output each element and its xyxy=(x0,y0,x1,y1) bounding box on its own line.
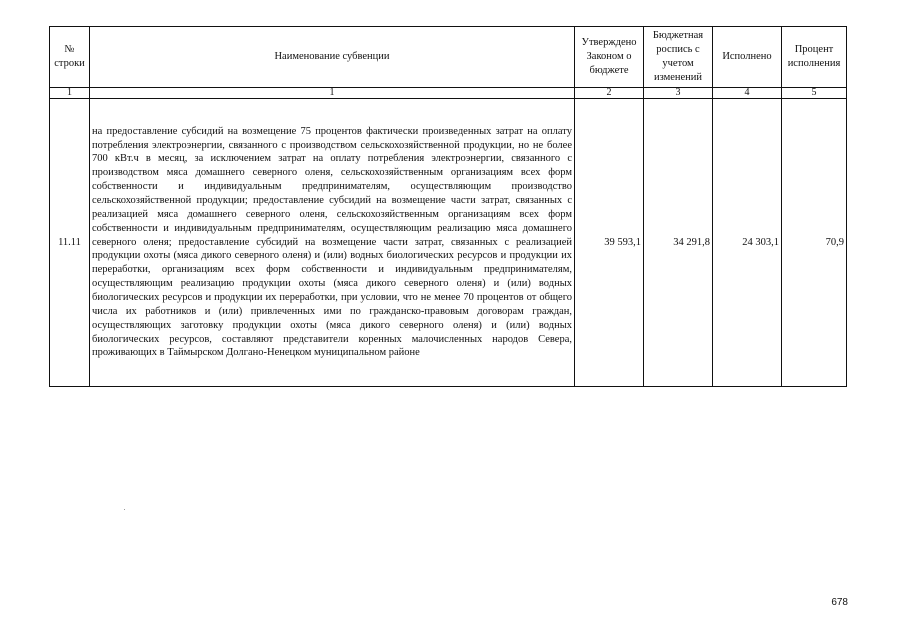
budget-amount: 34 291,8 xyxy=(644,99,713,387)
column-number: 3 xyxy=(644,88,713,99)
header-budget-schedule: Бюджетная роспись с учетом изменений xyxy=(644,27,713,88)
column-number: 1 xyxy=(50,88,90,99)
approved-amount: 39 593,1 xyxy=(575,99,644,387)
subvention-table xyxy=(49,26,847,387)
header-row-number: № строки xyxy=(50,27,90,88)
header-executed: Исполнено xyxy=(713,27,782,88)
executed-amount: 24 303,1 xyxy=(713,99,782,387)
column-number-row xyxy=(50,88,847,99)
execution-percent: 70,9 xyxy=(782,99,847,387)
column-number: 4 xyxy=(713,88,782,99)
column-number: 2 xyxy=(575,88,644,99)
header-subvention-name: Наименование субвенции xyxy=(90,27,575,88)
table-header-row xyxy=(50,27,847,88)
column-number: 5 xyxy=(782,88,847,99)
header-execution-percent: Процент исполнения xyxy=(782,27,847,88)
column-number: 1 xyxy=(90,88,575,99)
table-row xyxy=(50,99,847,387)
row-number: 11.11 xyxy=(50,99,90,387)
header-approved-by-law: Утверждено Законом о бюджете xyxy=(575,27,644,88)
page-number: 678 xyxy=(831,597,848,608)
subvention-description: на предоставление субсидий на возмещение 75 процентов фактически произведенных затрат на оплату потребления электроэнергии, связанного с производством сельскохозяйственной продукции, но не более 700 кВт.ч в месяц, за исключением затрат на оплату потребления электроэнергии, связанного с производством мяса домашнего северного оленя, сельскохозяйственным организациям всех форм собственности и индивидуальным предпринимателям, осуществляющим производство сельскохозяйственной продукции; предоставление субсидий на возмещение части затрат, связанных с реализацией мяса домашнего северного оленя, сельскохозяйственным организациям всех форм собственности и индивидуальным предпринимателям, осуществляющим реализацию мяса домашнего северного оленя; предоставление субсидий на возмещение части затрат, связанных с реализацией продукции охоты (мяса дикого северного оленя) и (или) водных биологических ресурсов и продукции их переработки, организациям всех форм собственности и индивидуальным предпринимателям, осуществляющим реализацию продукции охоты (мяса дикого северного оленя) и (или) водных биологических ресурсов и продукции их переработки, при условии, что не менее 70 процентов от общего числа их работников и (или) привлеченных ими по гражданско-правовым договорам граждан, осуществляющих заготовку продукции охоты (мяса дикого северного оленя) и (или) водных биологических ресурсов, составляют представители коренных малочисленных народов Севера, проживающих в Таймырском Долгано-Ненецком муниципальном районе xyxy=(90,99,575,387)
scan-speck xyxy=(124,509,125,510)
